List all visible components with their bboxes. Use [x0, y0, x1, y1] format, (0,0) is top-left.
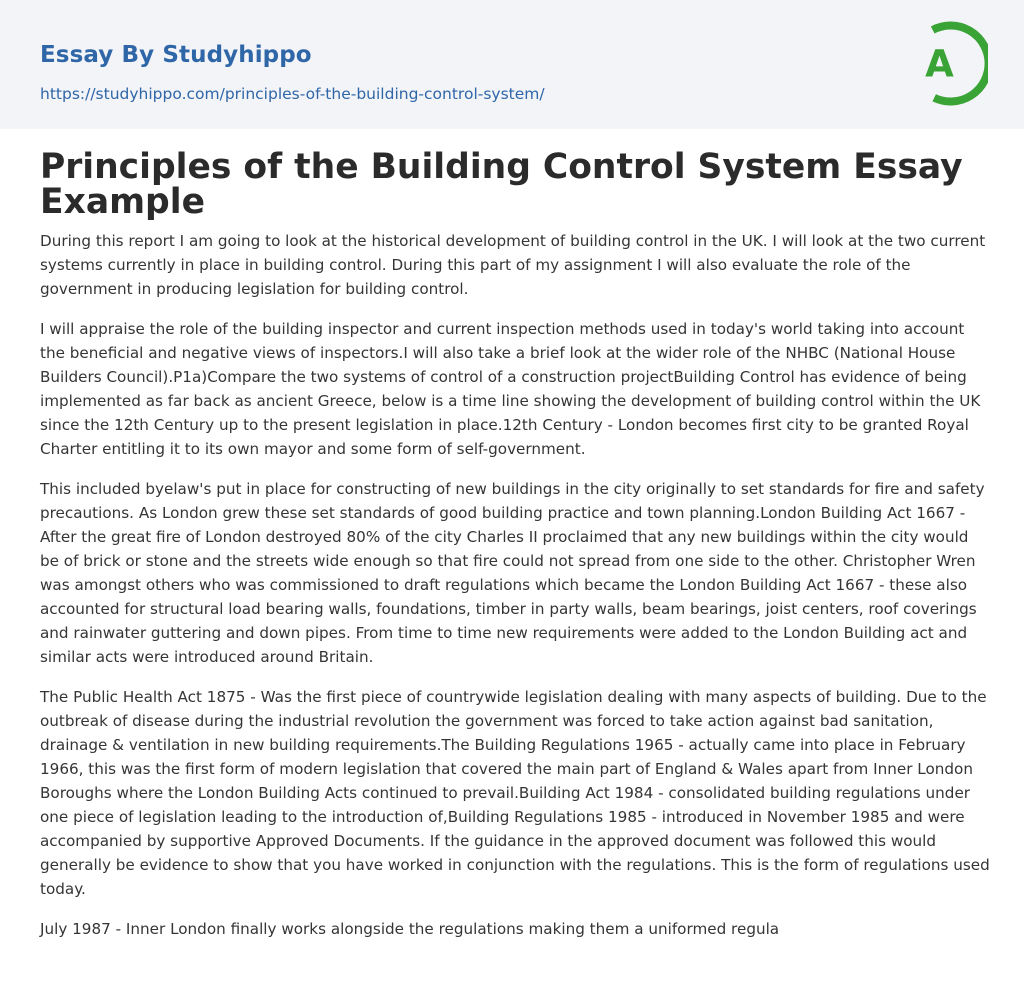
logo-letter: A [925, 42, 954, 86]
paragraph: During this report I am going to look at the historical development of building control in the UK. I will look at the two current systems currently in place in building control. During this part of my assignment I will also evaluate the role of the government in producing legislation for building control. [40, 232, 986, 298]
paragraph: I will appraise the role of the building inspector and current inspection methods used in today's world taking into account the beneficial and negative views of inspectors.I will also take a brief look at the wider role of the NHBC (National House Builders Council).P1a)Compare the two systems of control of a construction projectBuilding Control has evidence of being implemented as far back as ancient Greece, below is a time line showing the development of building control within the UK since the 12th Century up to the present legislation in place.12th Century - London becomes first city to be granted Royal Charter entitling it to its own mayor and some form of self-government. [40, 320, 981, 458]
paragraph: July 1987 - Inner London finally works alongside the regulations making them a uniformed regula [40, 920, 780, 938]
article-body [40, 229, 990, 957]
paragraph: The Public Health Act 1875 - Was the first piece of countrywide legislation dealing with many aspects of building. Due to the outbreak of disease during the industrial revolution the government was forced to take action against bad sanitation, drainage & ventilation in new building requirements.The Building Regulations 1965 - actually came into place in February 1966, this was the first form of modern legislation that covered the main part of England & Wales apart from Inner London Boroughs where the London Building Acts continued to prevail.Building Act 1984 - consolidated building regulations under one piece of legislation leading to the introduction of,Building Regulations 1985 - introduced in November 1985 and were accompanied by supportive Approved Documents. If the guidance in the approved document was followed this would generally be evidence to show that you have worked in conjunction with the regulations. This is the form of regulations used today. [40, 688, 990, 898]
page-title: Principles of the Building Control System Essay Example [40, 147, 963, 222]
paragraph: This included byelaw's put in place for constructing of new buildings in the city originally to set standards for fire and safety precautions. As London grew these set standards of good building practice and town planning.London Building Act 1667 - After the great fire of London destroyed 80% of the city Charles II proclaimed that any new buildings within the city would be of brick or stone and the streets wide enough so that fire could not spread from one side to the other. Christopher Wren was amongst others who was commissioned to draft regulations which became the London Building Act 1667 - these also accounted for structural load bearing walls, foundations, timber in party walls, beam bearings, joist centers, roof coverings and rainwater guttering and down pipes. From time to time new requirements were added to the London Building act and similar acts were introduced around Britain. [40, 480, 985, 666]
source-url-link[interactable]: https://studyhippo.com/principles-of-the-building-control-system/ [40, 85, 545, 103]
page-header [0, 0, 1024, 129]
brand-title[interactable]: Essay By Studyhippo [40, 42, 312, 68]
studyhippo-logo-icon[interactable] [910, 18, 988, 106]
